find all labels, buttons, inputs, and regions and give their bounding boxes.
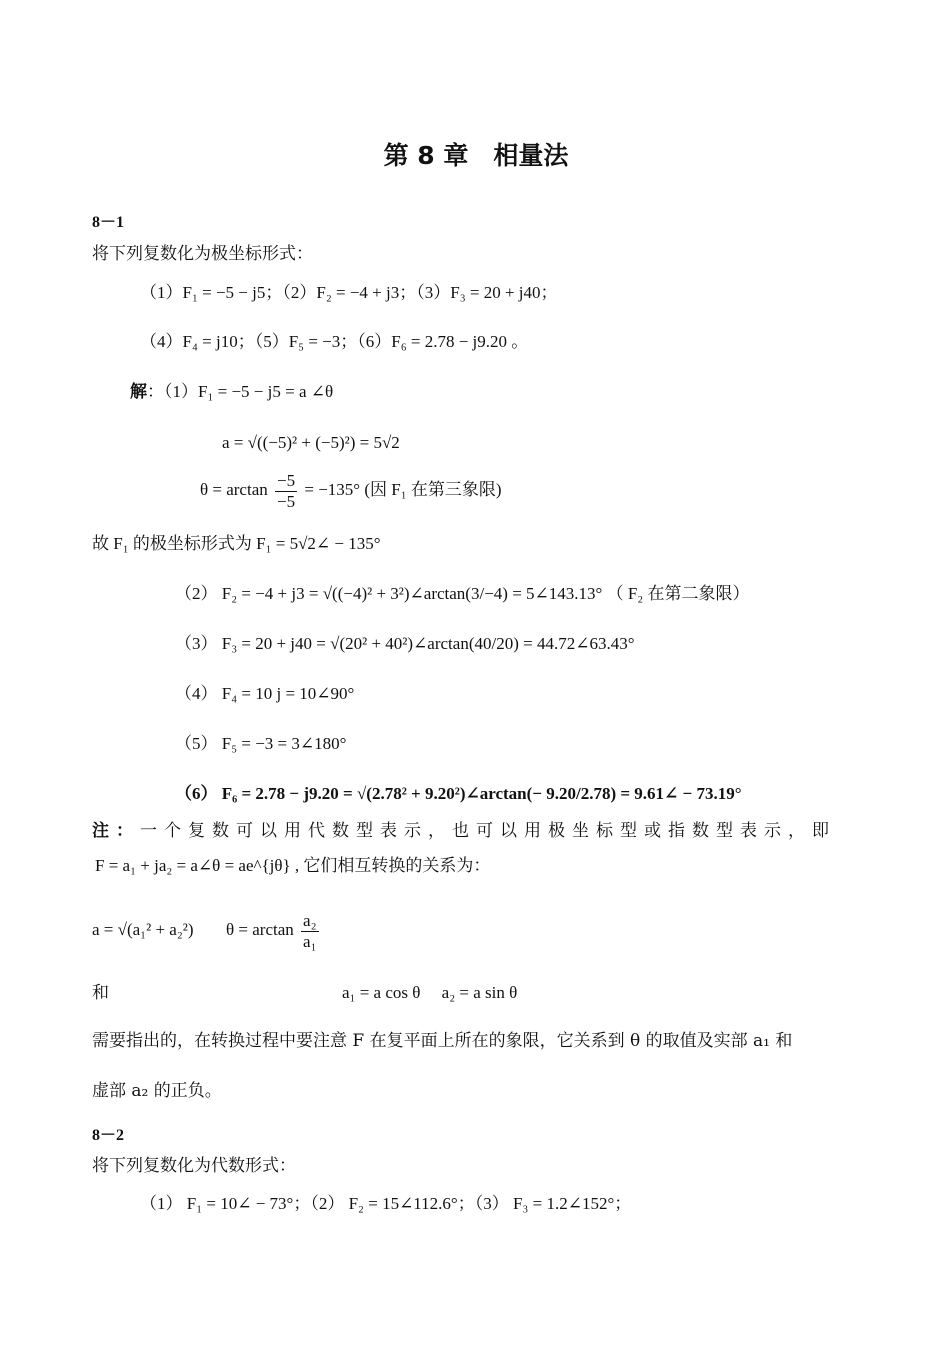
component-equations: a₁ = a cos θ a₂ = a sin θ [342, 983, 518, 1002]
section-8-1-prompt: 将下列复数化为极坐标形式： [92, 244, 313, 264]
relation-angle-left: θ = arctan [226, 920, 294, 939]
solution-line-2: （2） F₂ = −4 + j3 = √((−4)² + 3²)∠arctan(3/−4) = 5∠143.13° （ F₂ 在第二象限） [175, 584, 750, 603]
problem-items-line-1: （1）F₁ = −5 − j5；（2）F₂ = −4 + j3；（3）F₃ = 20 + j40； [140, 283, 558, 302]
solution-label: 解 [130, 382, 147, 401]
solution-line-4: （4） F₄ = 10 j = 10∠90° [175, 684, 355, 703]
solution-line-5: （5） F₅ = −3 = 3∠180° [175, 734, 347, 753]
section-8-2-heading: 8－2 [92, 1127, 125, 1144]
conclusion-line: 故 F₁ 的极坐标形式为 F₁ = 5√2∠ − 135° [92, 534, 381, 553]
angle-fraction-denominator: −5 [277, 491, 296, 511]
note-text-1: 一个复数可以用代数型表示，也可以用极坐标型或指数型表示，即 [140, 821, 836, 841]
page-title: 第 8 章 相量法 [383, 141, 569, 170]
remark-line-2: 虚部 a₂ 的正负。 [92, 1081, 222, 1101]
problem-items-line-2: （4）F₄ = j10；（5）F₅ = −3；（6）F₆ = 2.78 − j9.20 。 [140, 332, 529, 351]
angle-fraction-numerator: −5 [277, 470, 296, 490]
remark-line-1: 需要指出的，在转换过程中要注意 F 在复平面上所在的象限，它关系到 θ 的取值及实部 a₁ 和 [92, 1031, 793, 1051]
solution-1-text: ：（1）F₁ = −5 − j5 = a ∠θ [147, 382, 334, 401]
angle-equation-right: = −135° (因 F₁ 在第三象限) [304, 480, 502, 499]
solution-line-6: （6） F₆ = 2.78 − j9.20 = √(2.78² + 9.20²)∠arctan(− 9.20/2.78) = 9.61∠ − 73.19° [175, 784, 742, 803]
angle-equation-left: θ = arctan [200, 480, 268, 499]
relation-magnitude: a = √(a₁² + a₂²) [92, 920, 194, 939]
relation-angle-denominator: a₁ [303, 931, 317, 951]
angle-equation [200, 470, 502, 512]
relation-angle-fraction [301, 911, 318, 952]
solution-line-3: （3） F₃ = 20 + j40 = √(20² + 40²)∠arctan(40/20) = 44.72∠63.43° [175, 634, 635, 653]
section-8-2-prompt: 将下列复数化为代数形式： [92, 1156, 296, 1176]
angle-fraction [275, 471, 297, 512]
note-line-2: F = a₁ + ja₂ = a∠θ = ae^{jθ} , 它们相互转换的关系为： [95, 856, 491, 875]
problem-8-2-items: （1） F₁ = 10∠ − 73°；（2） F₂ = 15∠112.6°；（3） F₃ = 1.2∠152°； [140, 1194, 632, 1213]
and-label: 和 [92, 983, 109, 1003]
relation-equations [92, 910, 322, 952]
note-line-1 [92, 820, 868, 842]
section-8-1-heading: 8－1 [92, 214, 125, 231]
magnitude-equation: a = √((−5)² + (−5)²) = 5√2 [222, 433, 400, 452]
solution-line-1 [130, 381, 333, 403]
note-label: 注： [92, 821, 140, 841]
relation-angle-numerator: a₂ [303, 910, 317, 930]
